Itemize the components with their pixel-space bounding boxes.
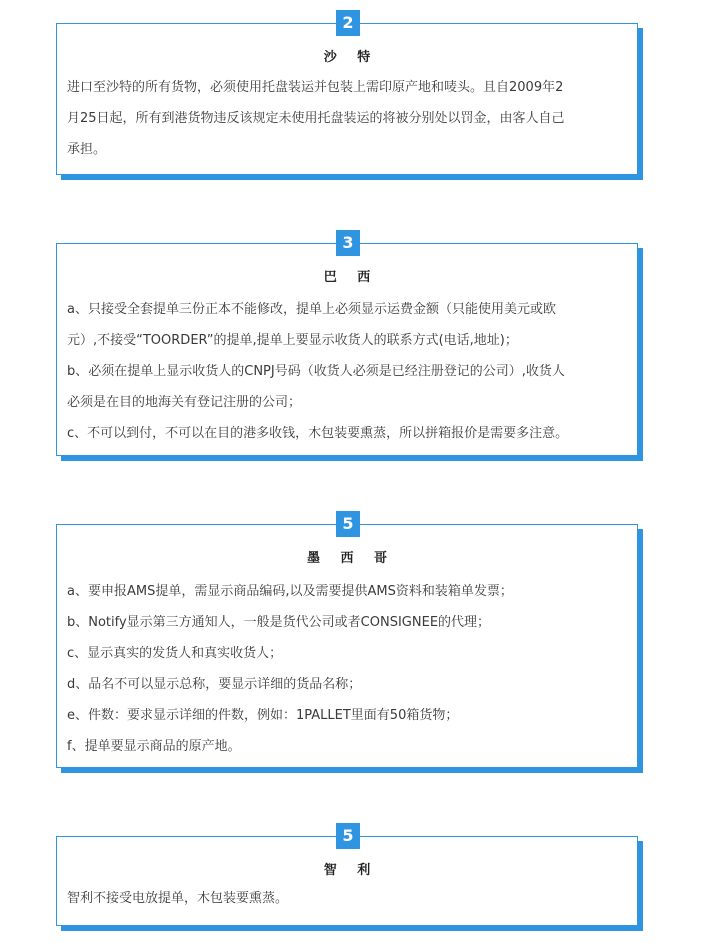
body-line: e、件数：要求显示详细的件数，例如：1PALLET里面有50箱货物；: [67, 708, 459, 723]
body-line: 月25日起，所有到港货物违反该规定未使用托盘装运的将被分别处以罚金，由客人自己: [67, 111, 565, 126]
info-card: [56, 23, 638, 175]
body-line: c、不可以到付，不可以在目的港多收钱，木包装要熏蒸，所以拼箱报价是需要多注意。: [67, 426, 569, 441]
body-line: b、Notify显示第三方通知人，一般是货代公司或者CONSIGNEE的代理；: [67, 615, 491, 630]
card-body: [57, 294, 637, 449]
body-line: 承担。: [67, 142, 107, 157]
card-body: [57, 72, 637, 165]
section-number-badge: 5: [336, 823, 360, 849]
card-body: [57, 883, 637, 914]
section-number-badge: 5: [336, 511, 360, 537]
body-line: c、显示真实的发货人和真实收货人；: [67, 646, 283, 661]
section-chile: [56, 823, 638, 933]
info-card: [56, 243, 638, 456]
card-title: 墨 西 哥: [306, 551, 396, 566]
body-line: 元）,不接受“TOORDER”的提单,提单上要显示收货人的联系方式(电话,地址)；: [67, 333, 518, 348]
info-card: [56, 524, 638, 768]
section-mexico: [56, 511, 638, 773]
section-saudi: [56, 10, 638, 180]
card-body: [57, 576, 637, 762]
card-title: 智 利: [323, 863, 379, 878]
body-line: 进口至沙特的所有货物，必须使用托盘装运并包装上需印原产地和唛头。且自2009年2: [67, 80, 564, 95]
section-number-badge: 3: [336, 230, 360, 256]
body-line: b、必须在提单上显示收货人的CNPJ号码（收货人必须是已经注册登记的公司）,收货人: [67, 364, 565, 379]
body-line: 必须是在目的地海关有登记注册的公司；: [67, 395, 302, 410]
info-card: [56, 836, 638, 926]
card-title: 沙 特: [323, 50, 379, 65]
body-line: d、品名不可以显示总称，要显示详细的货品名称；: [67, 677, 362, 692]
body-line: a、只接受全套提单三份正本不能修改，提单上必须显示运费金额（只能使用美元或欧: [67, 302, 556, 317]
section-brazil: [56, 230, 638, 460]
body-line: a、要申报AMS提单，需显示商品编码,以及需要提供AMS资料和装箱单发票；: [67, 584, 513, 599]
body-line: f、提单要显示商品的原产地。: [67, 739, 241, 754]
body-line: 智利不接受电放提单，木包装要熏蒸。: [67, 891, 289, 906]
section-number-badge: 2: [336, 10, 360, 36]
card-title: 巴 西: [323, 270, 379, 285]
